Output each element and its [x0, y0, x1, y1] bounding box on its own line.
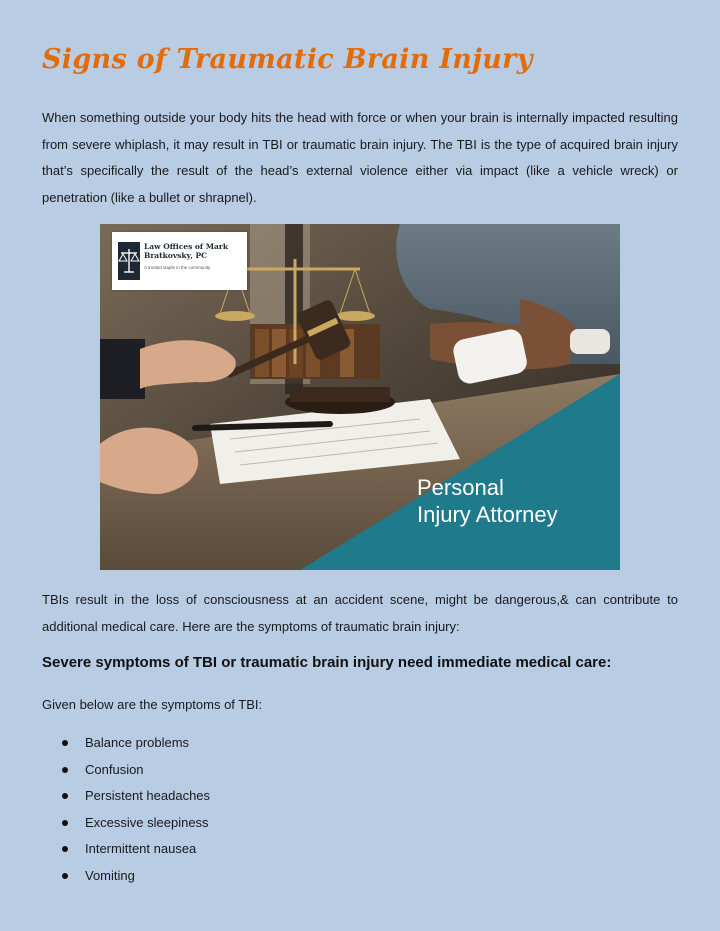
symptom-label: Excessive sleepiness	[85, 814, 209, 830]
page-title: Signs of Traumatic Brain Injury	[42, 44, 533, 75]
list-item	[60, 783, 210, 810]
scales-icon	[118, 242, 140, 280]
logo-name: Law Offices of Mark Bratkovsky, PC	[144, 242, 229, 260]
list-item	[60, 863, 210, 890]
bullet-icon	[62, 846, 68, 852]
symptom-label: Confusion	[85, 761, 144, 777]
symptom-label: Vomiting	[85, 867, 135, 883]
symptom-label: Persistent headaches	[85, 788, 211, 804]
list-item	[60, 836, 210, 863]
symptom-label: Intermittent nausea	[85, 841, 197, 857]
symptoms-list	[60, 730, 210, 890]
section-heading: Severe symptoms of TBI or traumatic brain injury need immediate medical care:	[42, 654, 612, 671]
intro-paragraph: When something outside your body hits the head with force or when your brain is internally impacted resulting from severe whiplash, it may result in TBI or traumatic brain injury. The TBI is the type of acquired brain injury that’s specifically the result of the head’s external violence either via impact (like a vehicle wreck) or penetration (like a bullet or shrapnel).	[42, 110, 678, 205]
list-intro: Given below are the symptoms of TBI:	[42, 697, 263, 712]
hero-image	[100, 224, 620, 570]
overlay-line-1: Personal	[417, 475, 504, 500]
list-item	[60, 810, 210, 837]
second-paragraph: TBIs result in the loss of consciousness at an accident scene, might be dangerous,& can contribute to additional medical care. Here are the symptoms of traumatic brain injury:	[42, 592, 678, 634]
bullet-icon	[62, 767, 68, 773]
bullet-icon	[62, 873, 68, 879]
overlay-caption	[417, 474, 617, 528]
symptom-label: Balance problems	[85, 735, 190, 750]
list-item	[60, 730, 210, 757]
list-item	[60, 757, 210, 784]
law-office-logo	[112, 232, 247, 290]
overlay-line-2: Injury Attorney	[417, 502, 558, 527]
logo-tagline: A trusted staple in the community	[144, 265, 211, 270]
bullet-icon	[62, 740, 68, 746]
bullet-icon	[62, 820, 68, 826]
bullet-icon	[62, 793, 68, 799]
